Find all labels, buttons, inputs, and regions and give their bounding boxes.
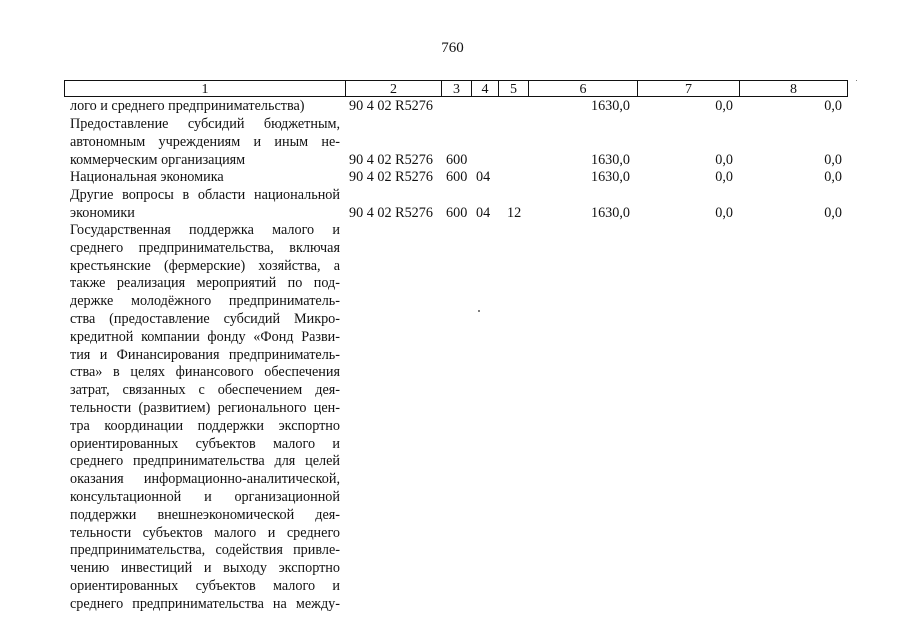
row-value-6: 1630,0 [590,151,630,168]
page-number: 760 [441,40,464,56]
row-value-7: 0,0 [715,151,733,168]
row-name-line: кредитной компании фонду «Фонд Разви- [70,328,340,345]
table-header [0,80,905,97]
row-col-3: 600 [446,169,468,185]
scan-speck [856,80,857,81]
row-name-line: автономным учреждениям и иным не- [70,133,340,150]
row-name-line: коммерческим организациям [70,151,246,168]
row-name-line: затрат, связанных с обеспечением дея- [70,382,340,399]
row-code: 90 4 02 R5276 [349,98,433,114]
header-col-3: 3 [442,80,472,97]
row-col-4: 04 [476,204,491,221]
row-name [70,116,340,169]
scan-speck [478,310,480,312]
row-name [70,169,340,187]
header-col-4: 4 [472,80,499,97]
row-name-line: лого и среднего предпринимательства) [70,98,305,114]
row-name-line: консультационной и организационной [70,488,340,505]
row-col-3: 600 [446,151,468,168]
row-name-line: Национальная экономика [70,169,224,185]
row-value-7: 0,0 [715,98,733,114]
row-code: 90 4 02 R5276 [349,169,433,185]
header-col-2: 2 [346,80,442,97]
row-name [70,187,340,223]
row-name-line: ства» в целях финансового обеспечения [70,364,340,381]
row-value-8: 0,0 [824,151,842,168]
row-code: 90 4 02 R5276 [349,151,433,168]
row-value-8: 0,0 [824,204,842,221]
row-value-7: 0,0 [715,169,733,185]
row-name-line: тельности субъектов малого и среднего [70,524,340,541]
row-name-line: поддержки внешнеэкономической дея- [70,506,340,523]
header-col-1: 1 [64,80,346,97]
row-name-line: также реализация мероприятий по под- [70,275,340,292]
header-col-5: 5 [499,80,529,97]
row-name-line: тельности (развитием) регионального цен- [70,399,340,416]
row-name-line: тра координации поддержки экспортно [70,417,340,434]
row-name-line: крестьянские (фермерские) хозяйства, а [70,257,340,274]
row-name [70,222,340,614]
row-name-line: Другие вопросы в области национальной [70,187,340,203]
row-col-4: 04 [476,169,491,185]
row-value-6: 1630,0 [590,204,630,221]
header-col-6: 6 [529,80,638,97]
row-name-line: среднего предпринимательства для целей [70,453,340,470]
row-value-6: 1630,0 [590,169,630,185]
row-name-line: ориентированных субъектов малого и [70,577,340,594]
row-col-3: 600 [446,204,468,221]
row-name-line: держке молодёжного предприниматель- [70,293,340,310]
row-name-line: тия и Финансирования предприниматель- [70,346,340,363]
row-col-5: 12 [507,204,522,221]
header-col-7: 7 [638,80,740,97]
row-name-line: среднего предпринимательства на между- [70,595,340,612]
header-col-8: 8 [740,80,848,97]
row-name-line: Предоставление субсидий бюджетным, [70,116,340,132]
row-code: 90 4 02 R5276 [349,204,433,221]
row-value-8: 0,0 [824,169,842,185]
row-name-line: среднего предпринимательства, включая [70,239,340,256]
row-name-line: Государственная поддержка малого и [70,222,340,238]
row-name [70,98,340,116]
row-name-line: оказания информационно-аналитической, [70,471,340,488]
row-name-line: ориентированных субъектов малого и [70,435,340,452]
row-name-line: предпринимательства, содействия привле- [70,542,340,559]
row-value-7: 0,0 [715,204,733,221]
row-value-8: 0,0 [824,98,842,114]
row-value-6: 1630,0 [590,98,630,114]
row-name-line: чению инвестиций и выходу экспортно [70,560,340,577]
row-name-line: экономики [70,204,135,221]
row-name-line: ства (предоставление субсидий Микро- [70,310,340,327]
